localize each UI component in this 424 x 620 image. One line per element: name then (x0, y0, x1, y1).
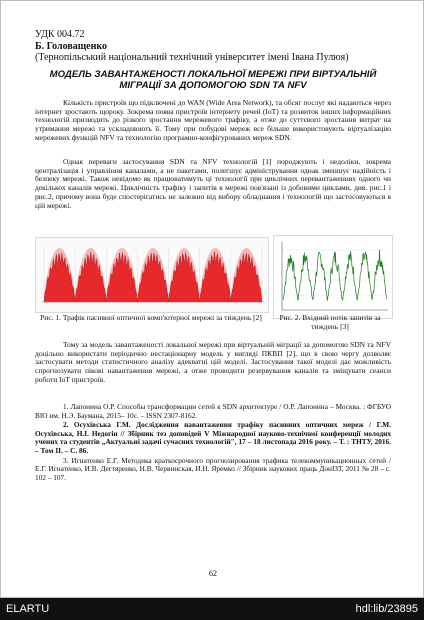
page-number: 62 (209, 569, 217, 578)
figure-1-svg (36, 238, 268, 312)
reference-item: 3. Игнатенко Е.Г. Методика краткосрочного прогнозирования трафика телекоммуникационных сетей / Е.Г. Игнатенко, И.В. Дегтяренко, Н.В. Червинская, И.Н. Яремко // Збірник наукових праць ДонІЗТ, 2011 № 28 – с. 102 – 107. (35, 455, 391, 482)
figure-1-caption: Рис. 1. Трафік пасивної оптичної комп'ютерної мережі за тиждень [2] (40, 313, 262, 322)
paragraph-model: Тому за модель завантаженості локальної мережі при віртуальній міграції за допомогою SDN та NFV доцільно використати періодично нестаціонарну модель у вигляді ПКВП [2], що в свою чергу дозволяє застосувати методи статистичного аналізу адекватні цій моделі. Застосування такої моделі дає можливість спрогнозувати пікові навантаження мережі, а отже проводити резервування каналів та зміщувати сеанси роботи IoT пристроїв. (35, 340, 391, 384)
repository-footer-bar (0, 598, 424, 620)
paragraph-intro: Кількість пристроїв що підключені до WAN (Wide Area Network), та обсяг послуг які надаються через інтернет зростають щороку. Зокрема поява пристроїв інтернету речей (IoT) та розвиток інших інформаційних технологій призводить до різкого зростання мережевого трафіку, а отже до суттєвого зростання витрат на утримання мережі та ускладнюють її. Тому при побудові мереж все більше використовують віртуалізацію мережевих функцій NFV та технологію програмно-конфігурованих мереж SDN. (35, 98, 391, 142)
paragraph-advantages: Однак переваги застосування SDN та NFV технологій [1] породжують і недоліки, зокрема централізація і управління каналами, а не пакетами, полегшує адміністрування однак зменшує надійність і безпеку мережі. Також невідомо як працюватимуть ці технології при циклічних перевантаженнях одного чи декількох каналів мережі. Циклічність трафіку і запитів в мережі пов'язані із добовими циклами, див. рис.1 і рис.2, причому вона буде спостерігатись не залежно від вибору обладнання і технологій що застосовуються в цій мережі. (35, 157, 391, 210)
figure-2-background (274, 236, 392, 318)
figure-2-requests-chart (273, 235, 393, 319)
author-affiliation: (Тернопільський національний технічний університет імені Івана Пулюя) (35, 52, 349, 63)
reference-item: 2. Осухівська Г.М. Дослідження навантаження трафіку пасивних оптичних мереж / Г.М. Осухівська, Н.І. Недогін // Збірник тез доповідей V Міжнародної науково-технічної конференції молодих учених та студентів „Актуальні задачі сучасних технологій", 17 – 18 листопада 2016 року. – Т. : ТНТУ, 2016. – Том ІІ. – С. 86. (35, 420, 391, 455)
paper-title: МОДЕЛЬ ЗАВАНТАЖЕНОСТІ ЛОКАЛЬНОЇ МЕРЕЖІ ПРИ ВІРТУАЛЬНІЙ МІГРАЦІЇ ЗА ДОПОМОГОЮ SDN ТА NFV (49, 69, 377, 91)
figure-2-caption: Рис. 2. Вхідний потік запитів за тиждень [3] (279, 313, 381, 331)
udk-code: УДК 004.72 (35, 29, 85, 40)
author-name: Б. Головащенко (35, 41, 107, 52)
repository-name[interactable]: ELARTU (6, 603, 50, 615)
figure-2-svg (274, 236, 392, 318)
handle-id[interactable]: hdl:lib/23895 (355, 603, 418, 615)
figure-1-traffic-chart (35, 237, 269, 313)
reference-item: 1. Лапонина О.Р. Способы трансформации сетей к SDN архитектуре / О.Р. Лапонина – Москва. : ФГБУО ВІО им. Н.Э. Баумана, 2015– 10с. – ISSN 2307-8162. (35, 402, 391, 420)
references-list (35, 403, 391, 483)
